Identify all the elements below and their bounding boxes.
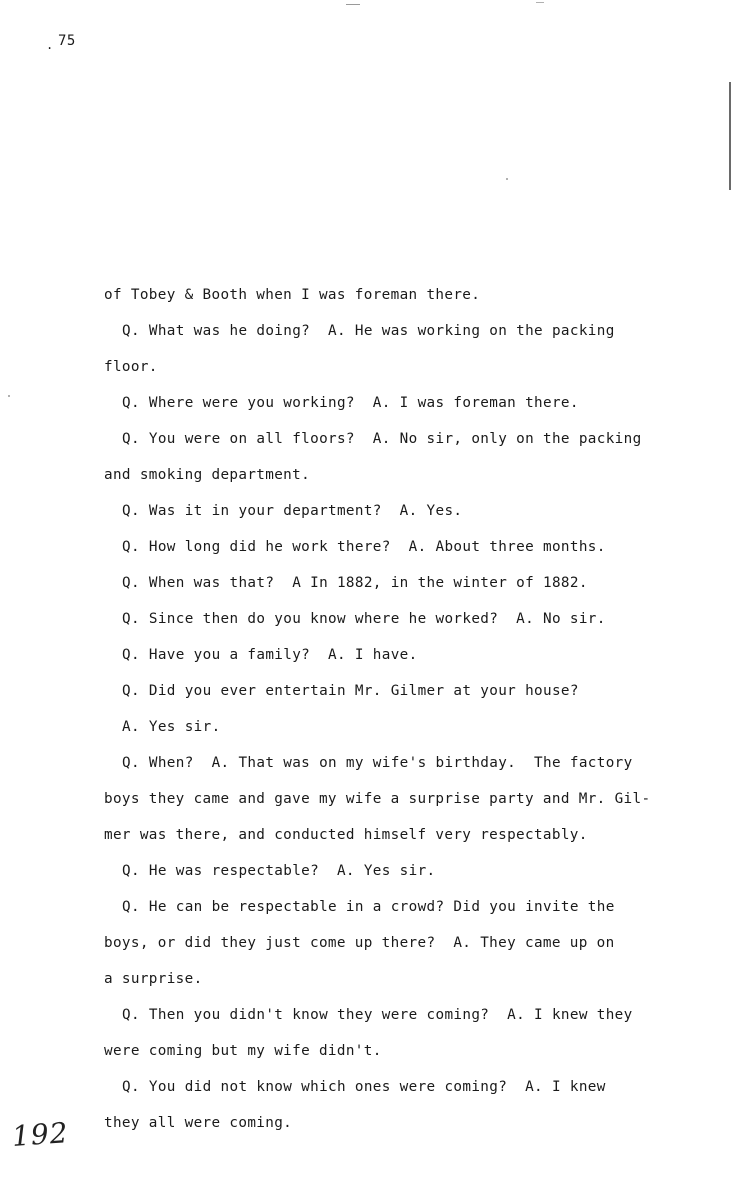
transcript-line: Q. Since then do you know where he worked? A. No sir. — [122, 611, 606, 627]
transcript-line: Q. Where were you working? A. I was foreman there. — [122, 395, 579, 411]
transcript-line: boys they came and gave my wife a surprise party and Mr. Gil- — [104, 791, 651, 807]
scan-mark — [536, 2, 544, 3]
transcript-line: Q. How long did he work there? A. About three months. — [122, 539, 606, 555]
transcript-line: Q. Was it in your department? A. Yes. — [122, 503, 463, 519]
transcript-line: Q. When was that? A In 1882, in the winter of 1882. — [122, 575, 588, 591]
transcript-line: Q. You were on all floors? A. No sir, only on the packing — [122, 431, 642, 447]
page-dot: . — [46, 38, 54, 52]
margin-line — [729, 82, 731, 190]
transcript-line: A. Yes sir. — [122, 719, 221, 735]
transcript-line: Q. Did you ever entertain Mr. Gilmer at your house? — [122, 683, 579, 699]
transcript-line: floor. — [104, 359, 158, 375]
page-number: 75 — [58, 33, 76, 49]
scan-speck — [506, 178, 508, 180]
transcript-line: of Tobey & Booth when I was foreman there. — [104, 287, 481, 303]
transcript-line: Q. Then you didn't know they were coming? A. I knew they — [122, 1007, 633, 1023]
transcript-line: were coming but my wife didn't. — [104, 1043, 382, 1059]
transcript-line: a surprise. — [104, 971, 203, 987]
transcript-line: they all were coming. — [104, 1115, 293, 1131]
scan-speck — [8, 395, 10, 397]
transcript-line: Q. What was he doing? A. He was working on the packing — [122, 323, 615, 339]
transcript-line: mer was there, and conducted himself very respectably. — [104, 827, 588, 843]
transcript-line: Q. You did not know which ones were coming? A. I knew — [122, 1079, 606, 1095]
transcript-line: boys, or did they just come up there? A. They came up on — [104, 935, 615, 951]
transcript-line: Q. Have you a family? A. I have. — [122, 647, 418, 663]
transcript-line: Q. He was respectable? A. Yes sir. — [122, 863, 436, 879]
transcript-line: Q. He can be respectable in a crowd? Did you invite the — [122, 899, 615, 915]
scan-mark — [346, 4, 360, 5]
transcript-line: Q. When? A. That was on my wife's birthday. The factory — [122, 755, 633, 771]
transcript-body — [104, 284, 694, 1148]
transcript-line: and smoking department. — [104, 467, 311, 483]
handwritten-page-annotation: 192 — [10, 1116, 70, 1153]
